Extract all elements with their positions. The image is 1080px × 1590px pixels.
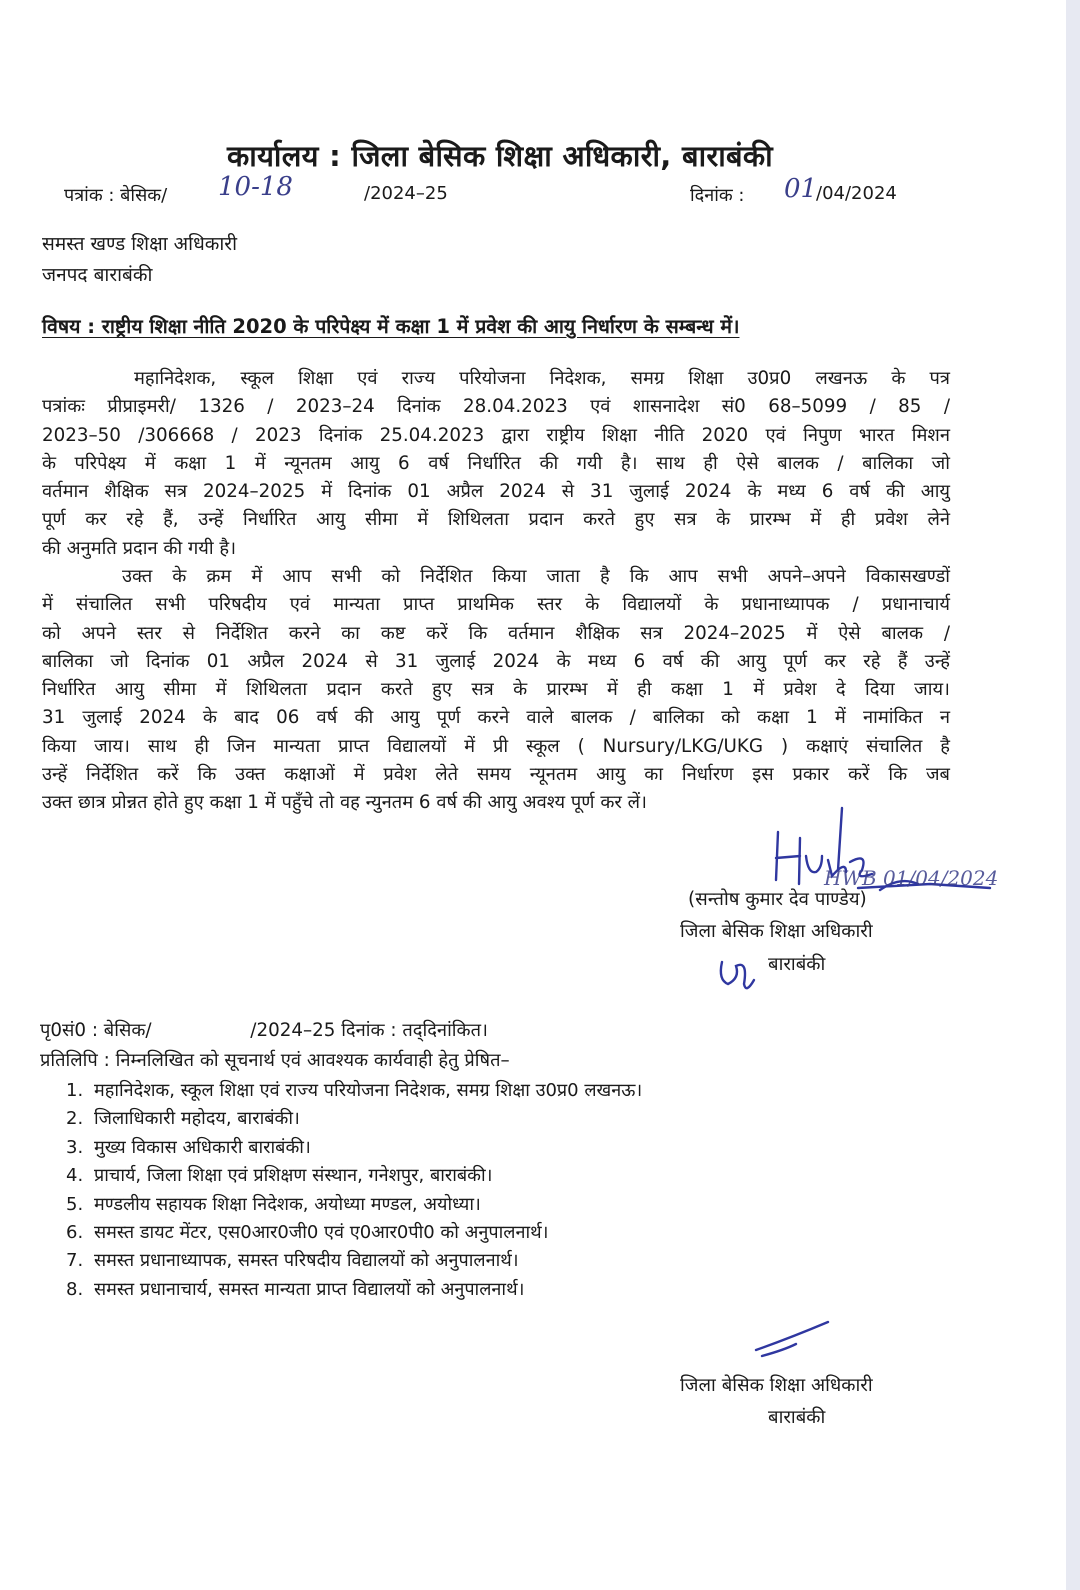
body-line: उक्त के क्रम में आप सभी को निर्देशित किया जाता है कि आप सभी अपने–अपने विकासखण्डों <box>122 566 950 587</box>
list-item-text: जिलाधिकारी महोदय, बाराबंकी। <box>94 1108 300 1130</box>
body-line: को अपने स्तर से निर्देशित करने का कष्ट करें कि वर्तमान शैक्षिक सत्र 2024–2025 में ऐसे बालक / <box>42 622 950 644</box>
list-item <box>66 1276 642 1304</box>
list-item-text: मण्डलीय सहायक शिक्षा निदेशक, अयोध्या मण्डल, अयोध्या। <box>94 1193 481 1215</box>
ref-number-handwritten: 10-18 <box>218 172 293 202</box>
list-item <box>66 1077 642 1105</box>
list-item <box>66 1191 642 1219</box>
footer-place: बाराबंकी <box>768 1407 826 1428</box>
list-item-text: समस्त प्रधानाचार्य, समस्त मान्यता प्राप्त विद्यालयों को अनुपालनार्थ। <box>94 1278 525 1300</box>
addressee-line1: समस्त खण्ड शिक्षा अधिकारी <box>42 233 237 255</box>
list-item <box>66 1219 642 1247</box>
list-item-number: 2. <box>66 1108 84 1130</box>
body-line: की अनुमति प्रदान की गयी है। <box>42 537 237 559</box>
addressee-line2: जनपद बाराबंकी <box>42 264 153 286</box>
recipient-list <box>66 1077 642 1304</box>
body-line: उन्हें निर्देशित करें कि उक्त कक्षाओं में प्रवेश लेते समय न्यूनतम आयु का निर्धारण इस प्रकार करें कि जब <box>42 764 950 786</box>
list-item-text: प्राचार्य, जिला शिक्षा एवं प्रशिक्षण संस्थान, गनेशपुर, बाराबंकी। <box>94 1165 493 1187</box>
body-line: 2023–50 /306668 / 2023 दिनांक 25.04.2023 द्वारा राष्ट्रीय शिक्षा नीति 2020 एवं निपुण भारत मिशन <box>42 424 950 446</box>
ref-label: पत्रांक : बेसिक/ <box>64 185 168 206</box>
body-line: बालिका जो दिनांक 01 अप्रैल 2024 से 31 जुलाई 2024 के मध्य 6 वर्ष की आयु पूर्ण कर रहे हैं उन्हें <box>42 650 950 672</box>
footer-designation: जिला बेसिक शिक्षा अधिकारी <box>680 1375 873 1396</box>
date-rest: /04/2024 <box>816 183 897 204</box>
body-line: वर्तमान शैक्षिक सत्र 2024–2025 में दिनांक 01 अप्रैल 2024 से 31 जुलाई 2024 के मध्य 6 वर्ष की आयु <box>42 481 950 503</box>
list-item-text: समस्त डायट मेंटर, एस0आर0जी0 एवं ए0आर0पी0 को अनुपालनार्थ। <box>94 1221 549 1243</box>
list-item-number: 1. <box>66 1080 84 1101</box>
list-item-number: 3. <box>66 1136 84 1158</box>
copy-ref-line: पृ0सं0 : बेसिक/ /2024–25 दिनांक : तद्‌दिनांकित। <box>40 1020 488 1041</box>
signatory-designation: जिला बेसिक शिक्षा अधिकारी <box>680 921 873 942</box>
list-item <box>66 1247 642 1275</box>
list-item-number: 8. <box>66 1278 84 1300</box>
signatory-place: बाराबंकी <box>768 954 826 975</box>
list-item <box>66 1105 642 1133</box>
body-line: 31 जुलाई 2024 के बाद 06 वर्ष की आयु पूर्ण करने वाले बालक / बालिका को कक्षा 1 में नामांकित न <box>42 707 950 729</box>
signature-handwritten: HWB 01/04/2024 <box>824 866 999 890</box>
list-item-number: 6. <box>66 1221 84 1243</box>
list-item-number: 7. <box>66 1250 84 1272</box>
list-item <box>66 1134 642 1162</box>
ref-year: /2024–25 <box>364 183 448 204</box>
body-line: पत्रांकः प्रीप्राइमरी/ 1326 / 2023–24 दिनांक 28.04.2023 एवं शासनादेश सं0 68–5099 / 85 / <box>42 396 950 418</box>
list-item-text: समस्त प्रधानाध्यापक, समस्त परिषदीय विद्यालयों को अनुपालनार्थ। <box>94 1250 519 1272</box>
body-line: उक्त छात्र प्रोन्नत होते हुए कक्षा 1 में पहुँचे तो वह न्युनतम 6 वर्ष की आयु अवश्य पूर्ण कर लें। <box>42 792 647 814</box>
list-item-number: 4. <box>66 1165 84 1187</box>
office-title: कार्यालय : जिला बेसिक शिक्षा अधिकारी, बाराबंकी <box>226 139 773 173</box>
list-item <box>66 1162 642 1190</box>
body-line: के परिपेक्ष्य में कक्षा 1 में न्यूनतम आयु 6 वर्ष निर्धारित की गयी है। साथ ही ऐसे बालक / बालिका जो <box>42 452 950 474</box>
date-day-handwritten: 01 <box>784 174 818 204</box>
body-line: महानिदेशक, स्कूल शिक्षा एवं राज्य परियोजना निदेशक, समग्र शिक्षा उ0प्र0 लखनऊ के पत्र <box>134 368 950 389</box>
subject-line: विषय : राष्ट्रीय शिक्षा नीति 2020 के परिपेक्ष्य में कक्षा 1 में प्रवेश की आयु निर्धारण के सम्बन्ध में। <box>42 315 740 338</box>
date-label: दिनांक : <box>690 185 745 206</box>
list-item-number: 5. <box>66 1193 84 1215</box>
list-item-text: मुख्य विकास अधिकारी बाराबंकी। <box>94 1136 311 1158</box>
body-line: किया जाय। साथ ही जिन मान्यता प्राप्त विद्यालयों में प्री स्कूल ( Nursury/LKG/UKG ) कक्षाएं संचालित है <box>42 735 950 757</box>
list-item-text: महानिदेशक, स्कूल शिक्षा एवं राज्य परियोजना निदेशक, समग्र शिक्षा उ0प्र0 लखनऊ। <box>94 1080 643 1101</box>
body-line: निर्धारित आयु सीमा में शिथिलता प्रदान करते हुए सत्र के प्रारम्भ में ही कक्षा 1 में प्रवेश दे दिया जाय। <box>42 679 950 701</box>
body-line: पूर्ण कर रहे हैं, उन्हें निर्धारित आयु सीमा में शिथिलता प्रदान करते हुए सत्र के प्रारम्भ में ही प्रवेश लेने <box>42 509 950 531</box>
copy-intro: प्रतिलिपि : निम्नलिखित को सूचनार्थ एवं आवश्यक कार्यवाही हेतु प्रेषित– <box>40 1050 510 1071</box>
body-line: में संचालित सभी परिषदीय एवं मान्यता प्राप्त प्राथमिक स्तर के विद्यालयों के प्रधानाध्यापक / प्रधानाचार्य <box>42 594 950 616</box>
signatory-name: (सन्तोष कुमार देव पाण्डेय) <box>688 889 867 910</box>
